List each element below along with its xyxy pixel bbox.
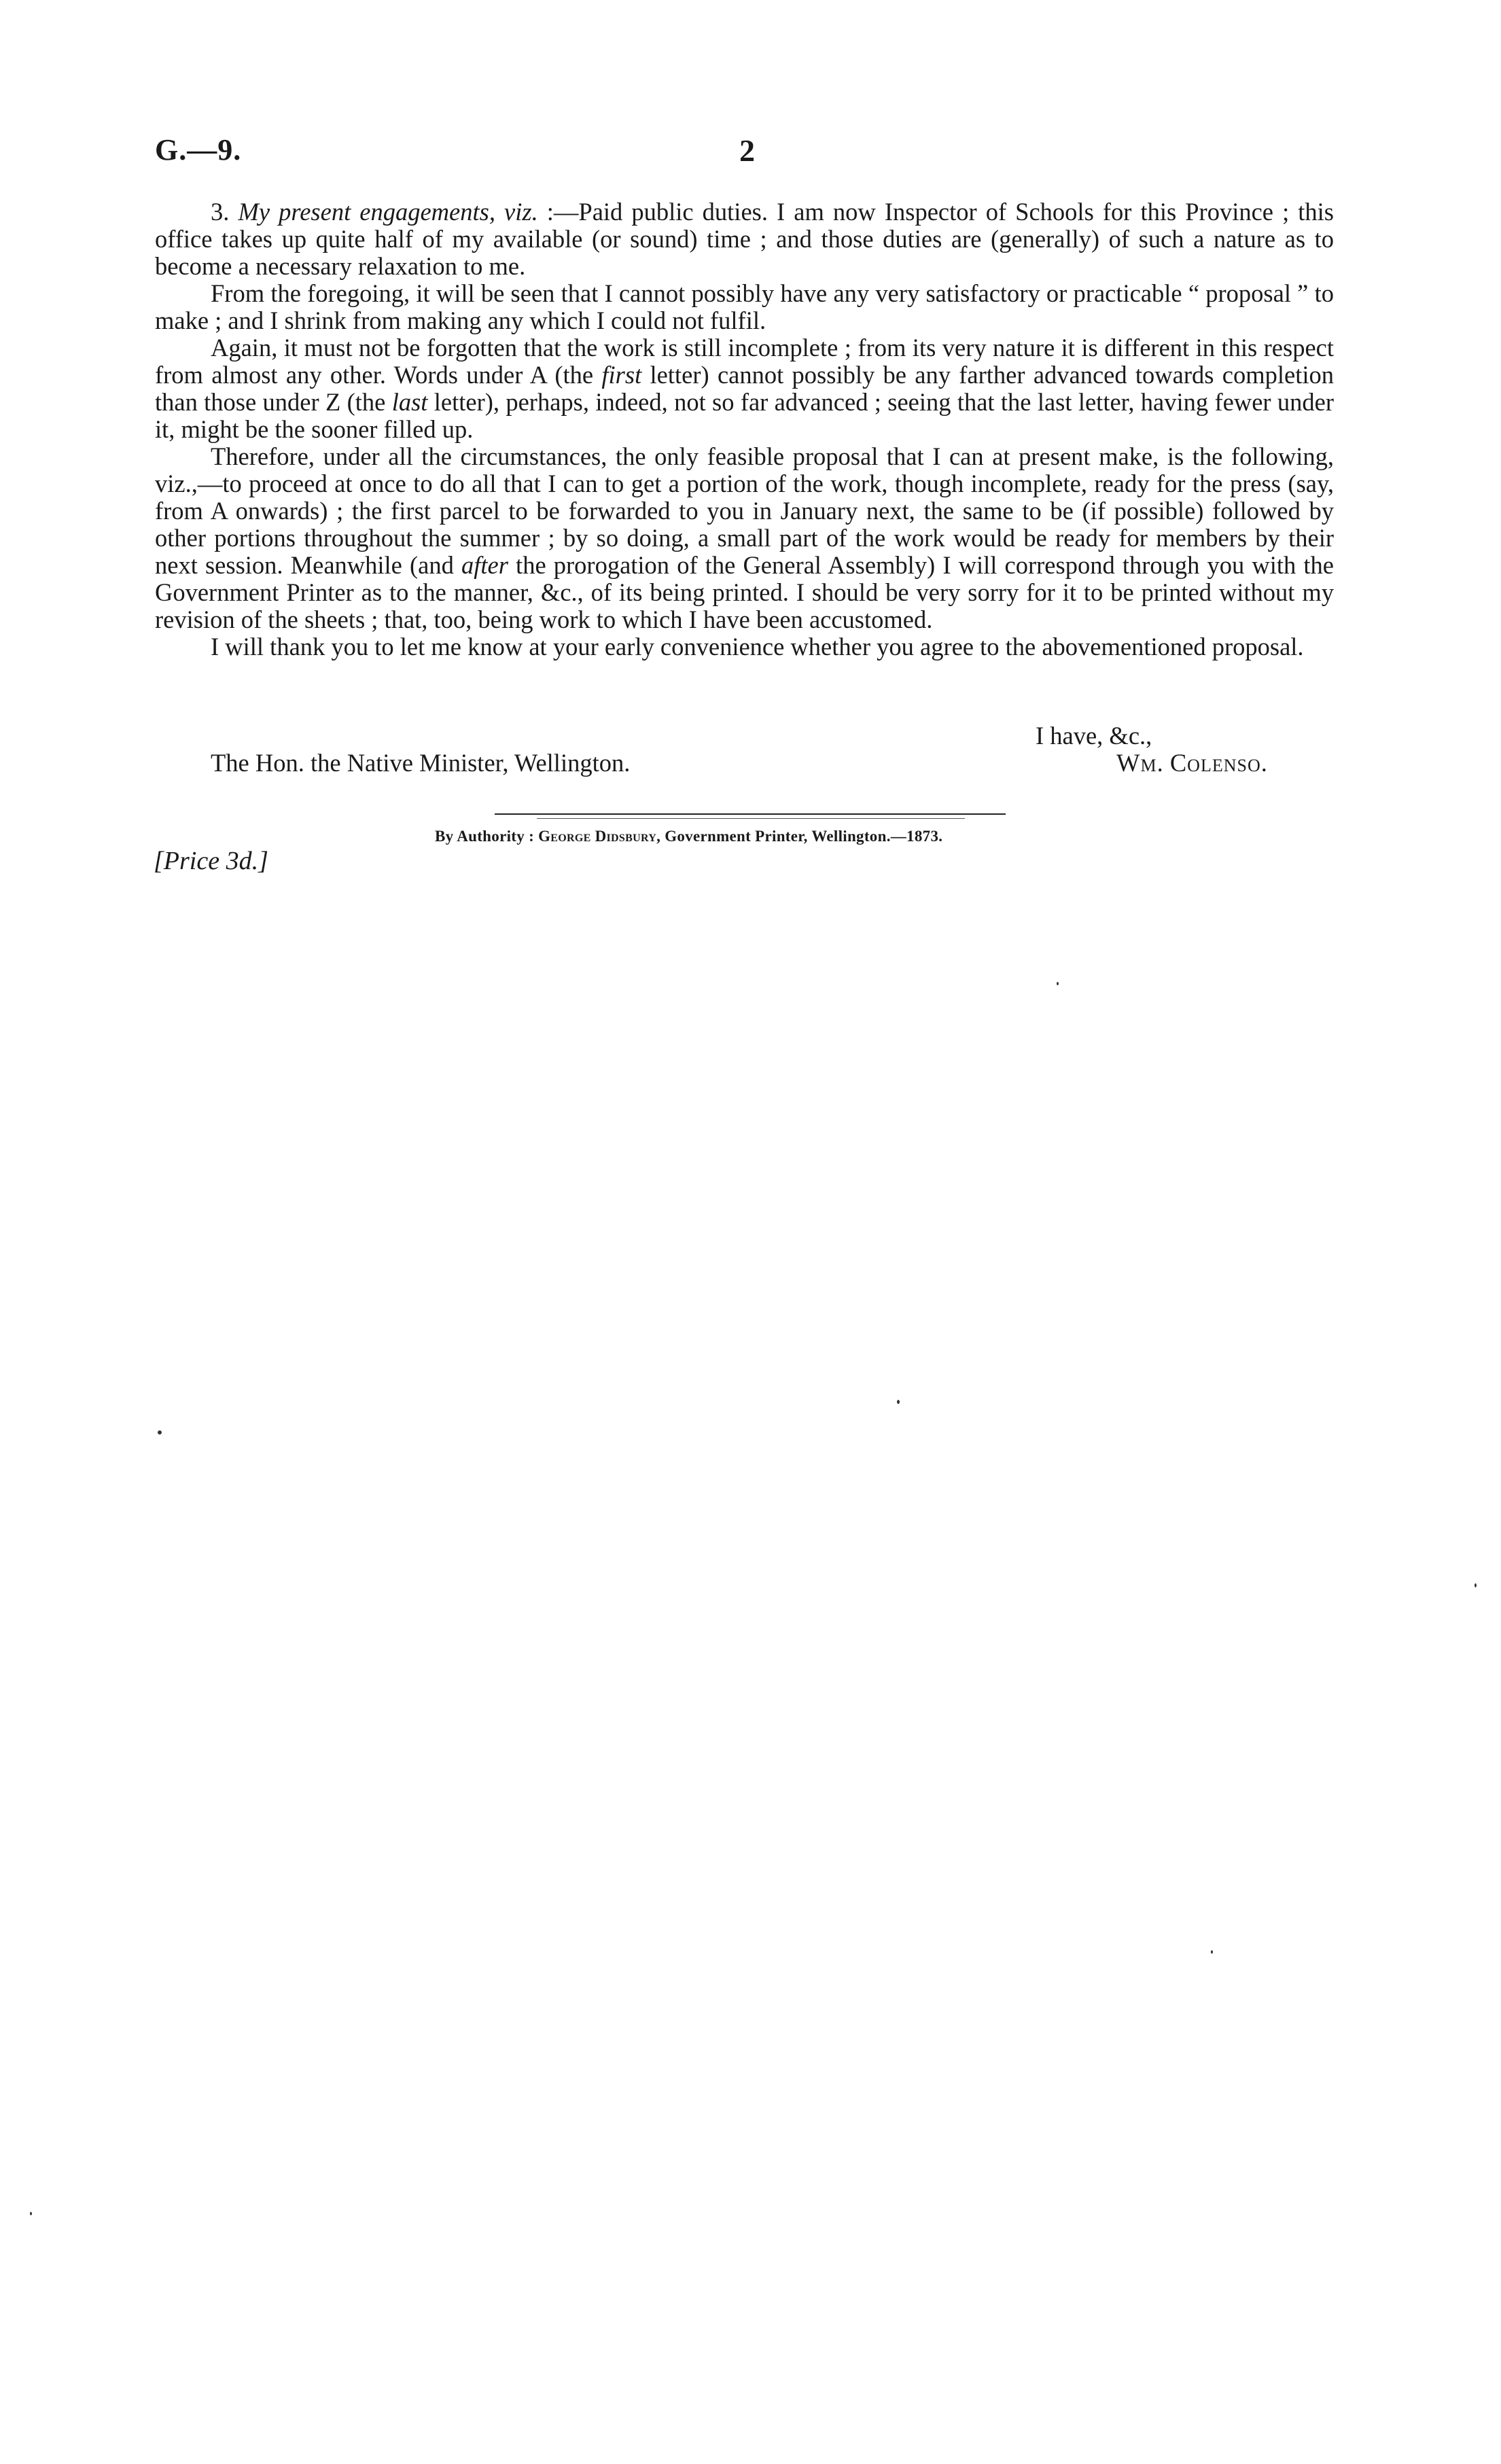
scan-speck [158,1430,162,1435]
paragraph-text: Again, it must not be forgotten that the work is still incomplete ; from its very nature it is different in this respect from almost any other. Words under A (the [155,334,1334,389]
emphasis-after: after [461,551,508,579]
letter-body [155,198,1334,661]
paragraph-text: letter), perhaps, indeed, not so far advanced ; seeing that the last letter, having fewer under it, might be the sooner filled up. [155,388,1334,443]
paragraph-text: Therefore, under all the circumstances, the only feasible proposal that I can at present make, is the following, viz.,—to proceed at once to do all that I can to get a portion of the work, though incomplete, ready for the press (say, from A onwards) ; the first parcel to be forwarded to you in January next, the same to be (if possible) followed by other portions throughout the summer ; by so doing, a small part of the work would be ready for members by their next session. Meanwhile (and [155,442,1334,579]
paragraph-text: letter) cannot possibly be any farther advanced towards completion than those under Z (the [155,361,1334,416]
imprint-printer: George Didsbury [538,828,657,845]
imprint-prefix: By Authority : [435,828,539,845]
emphasis-first: first [601,361,642,389]
signature [1116,750,1268,777]
imprint-rule [495,813,1006,815]
addressee: The Hon. the Native Minister, Wellington. [211,749,631,777]
paragraph-text: :—Paid public duties. I am now Inspector of Schools for this Province ; this office takes up quite half of my available (or sound) time ; and those duties are (generally) of such a nature as to become a necessary relaxation to me. [155,198,1335,280]
paragraph-engagements [155,198,1334,280]
scan-speck [1474,1583,1477,1587]
imprint-rule-thin [537,818,965,819]
paragraph-text: the prorogation of the General Assembly) I will correspond through you with the Government Printer as to the manner, &c., of its being printed. I should be very sorry for it to be printed without my revision of the sheets ; that, too, being work to which I have been accustomed. [155,551,1334,633]
page-header [155,133,1324,173]
emphasis-last: last [391,388,428,416]
scan-speck [30,2212,32,2215]
signature-surname: Colenso. [1169,749,1268,777]
document-code: G.—9. [155,133,242,166]
scan-speck [1211,1950,1213,1954]
paragraph-number: 3. [211,198,230,226]
paragraph-request: I will thank you to let me know at your early convenience whether you agree to the abovementioned proposal. [211,633,1304,661]
signature-initial: Wm. [1116,749,1164,777]
paragraph-lead: My present engagements, viz. [238,198,538,226]
scan-speck [1057,982,1059,985]
closing-line: I have, &c., [1036,722,1152,750]
scan-speck [897,1400,900,1404]
paragraph-foregoing: From the foregoing, it will be seen that I cannot possibly have any very satisfactory or practicable “ proposal ” to make ; and I shrink from making any which I could not fulfil. [155,279,1334,334]
page-number: 2 [739,133,755,168]
price-label: [Price 3d.] [154,847,268,875]
imprint-suffix: , Government Printer, Wellington.—1873. [656,828,943,845]
paragraph-again [155,334,1334,443]
printer-imprint [435,828,942,845]
paragraph-therefore [155,443,1334,633]
